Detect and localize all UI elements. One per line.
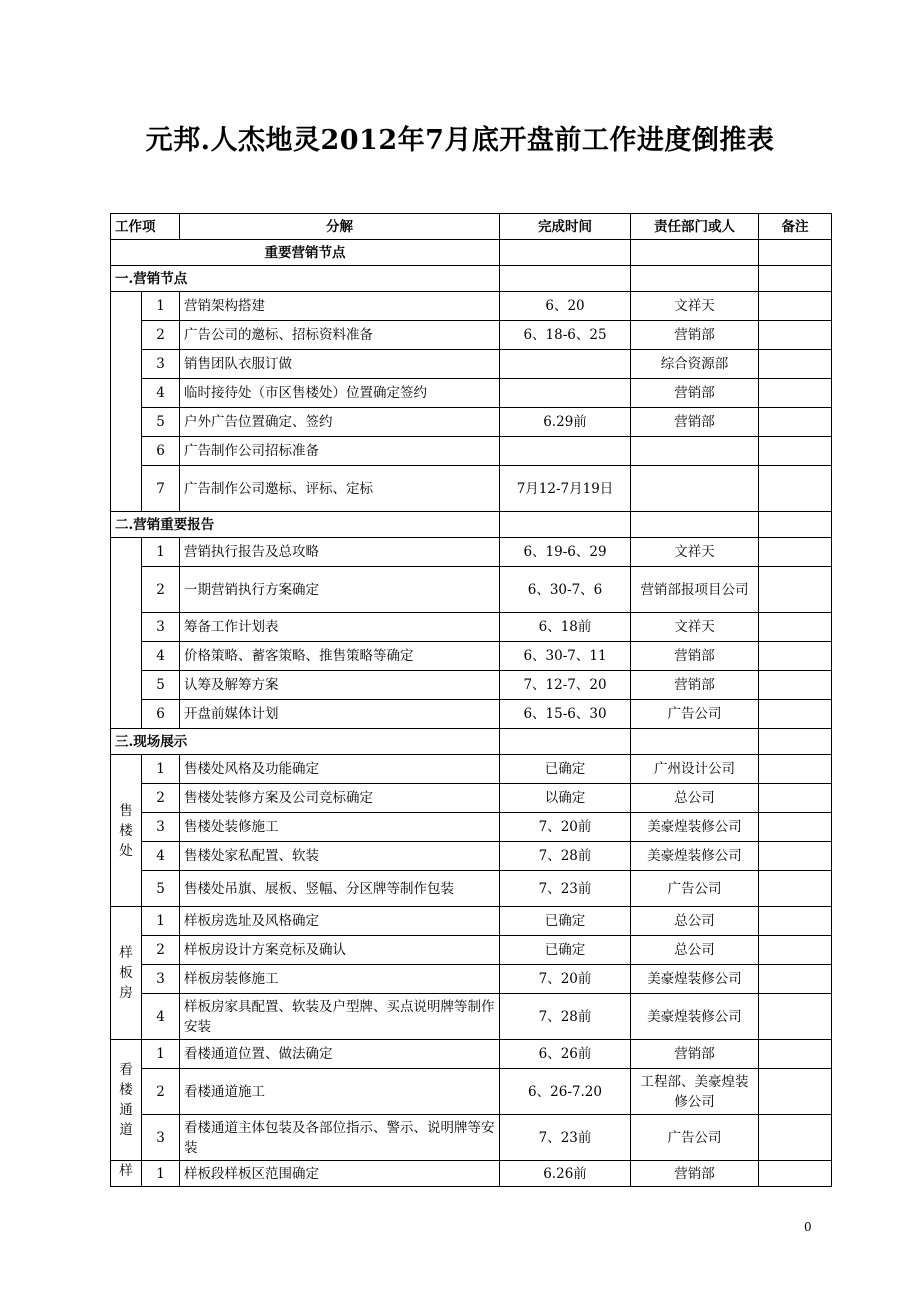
row-task: 样板房设计方案竞标及确认 <box>180 936 500 965</box>
row-finish-time: 7、28前 <box>500 842 631 871</box>
row-number: 5 <box>142 408 180 437</box>
row-owner <box>631 437 759 466</box>
row-finish-time: 6、30-7、6 <box>500 567 631 613</box>
row-note <box>759 871 832 907</box>
row-number: 7 <box>142 466 180 512</box>
table-row <box>111 1161 832 1187</box>
row-number: 1 <box>142 755 180 784</box>
row-task: 广告制作公司邀标、评标、定标 <box>180 466 500 512</box>
row-note <box>759 784 832 813</box>
empty-cell <box>500 512 631 538</box>
table-row <box>111 784 832 813</box>
row-note <box>759 642 832 671</box>
row-finish-time: 6、18-6、25 <box>500 321 631 350</box>
row-number: 1 <box>142 907 180 936</box>
row-note <box>759 538 832 567</box>
group-label <box>111 1040 142 1161</box>
row-note <box>759 379 832 408</box>
row-note <box>759 907 832 936</box>
row-owner: 文祥天 <box>631 613 759 642</box>
table-row <box>111 755 832 784</box>
row-finish-time: 7、28前 <box>500 994 631 1040</box>
row-note <box>759 755 832 784</box>
row-number: 1 <box>142 292 180 321</box>
row-note <box>759 1069 832 1115</box>
row-task: 一期营销执行方案确定 <box>180 567 500 613</box>
row-owner: 营销部 <box>631 642 759 671</box>
table-row <box>111 613 832 642</box>
row-owner: 广告公司 <box>631 1115 759 1161</box>
row-task: 开盘前媒体计划 <box>180 700 500 729</box>
row-finish-time: 6、19-6、29 <box>500 538 631 567</box>
table-row <box>111 642 832 671</box>
row-task: 样板房装修施工 <box>180 965 500 994</box>
row-number: 2 <box>142 936 180 965</box>
group-label-char: 售 <box>119 802 133 819</box>
row-note <box>759 813 832 842</box>
row-number: 5 <box>142 871 180 907</box>
row-finish-time: 7、20前 <box>500 965 631 994</box>
row-owner: 营销部 <box>631 408 759 437</box>
table-row <box>111 842 832 871</box>
row-owner: 美豪煌装修公司 <box>631 842 759 871</box>
header-finish-time: 完成时间 <box>500 214 631 240</box>
row-finish-time <box>500 379 631 408</box>
row-owner: 营销部 <box>631 1161 759 1187</box>
row-finish-time: 已确定 <box>500 936 631 965</box>
row-note <box>759 700 832 729</box>
row-number: 4 <box>142 642 180 671</box>
row-note <box>759 466 832 512</box>
row-task: 样板段样板区范围确定 <box>180 1161 500 1187</box>
row-owner: 总公司 <box>631 907 759 936</box>
row-owner: 广告公司 <box>631 871 759 907</box>
row-owner: 总公司 <box>631 784 759 813</box>
row-note <box>759 671 832 700</box>
row-owner: 广告公司 <box>631 700 759 729</box>
row-finish-time: 7、23前 <box>500 1115 631 1161</box>
table-row <box>111 994 832 1040</box>
header-work-item: 工作项 <box>111 214 180 240</box>
row-note <box>759 1040 832 1069</box>
row-task: 售楼处装修施工 <box>180 813 500 842</box>
key-nodes-row <box>111 240 832 266</box>
table-row <box>111 1069 832 1115</box>
table-row <box>111 907 832 936</box>
key-nodes-label: 重要营销节点 <box>111 240 500 266</box>
row-note <box>759 994 832 1040</box>
row-note <box>759 842 832 871</box>
row-number: 2 <box>142 1069 180 1115</box>
row-number: 4 <box>142 994 180 1040</box>
section-title: 三.现场展示 <box>111 729 500 755</box>
group-label-char: 样 <box>119 1163 133 1179</box>
row-finish-time: 已确定 <box>500 907 631 936</box>
page-number: 0 <box>804 1220 812 1234</box>
row-finish-time: 7、23前 <box>500 871 631 907</box>
group-label-char: 通 <box>119 1102 133 1118</box>
row-owner: 美豪煌装修公司 <box>631 965 759 994</box>
row-owner: 工程部、美豪煌装修公司 <box>631 1069 759 1115</box>
row-owner <box>631 466 759 512</box>
row-number: 3 <box>142 1115 180 1161</box>
empty-cell <box>759 266 832 292</box>
row-number: 4 <box>142 379 180 408</box>
table-row <box>111 567 832 613</box>
row-task: 认筹及解筹方案 <box>180 671 500 700</box>
group-label-char: 板 <box>119 965 133 981</box>
row-owner: 营销部 <box>631 321 759 350</box>
row-finish-time: 6、30-7、11 <box>500 642 631 671</box>
table-row <box>111 292 832 321</box>
row-finish-time: 7、20前 <box>500 813 631 842</box>
row-finish-time: 6、15-6、30 <box>500 700 631 729</box>
section-title-row <box>111 266 832 292</box>
row-number: 4 <box>142 842 180 871</box>
row-owner: 总公司 <box>631 936 759 965</box>
row-number: 2 <box>142 567 180 613</box>
indent-cell <box>111 292 142 512</box>
table-row <box>111 408 832 437</box>
group-label-char: 处 <box>119 842 133 859</box>
row-owner: 营销部报项目公司 <box>631 567 759 613</box>
row-owner: 综合资源部 <box>631 350 759 379</box>
row-note <box>759 292 832 321</box>
header-breakdown: 分解 <box>180 214 500 240</box>
row-owner: 营销部 <box>631 1040 759 1069</box>
row-number: 5 <box>142 671 180 700</box>
row-task: 户外广告位置确定、签约 <box>180 408 500 437</box>
empty-cell <box>759 729 832 755</box>
empty-cell <box>759 512 832 538</box>
table-row <box>111 871 832 907</box>
group-label-char: 样 <box>119 945 133 961</box>
row-note <box>759 1161 832 1187</box>
row-task: 临时接待处（市区售楼处）位置确定签约 <box>180 379 500 408</box>
table-row <box>111 538 832 567</box>
group-label <box>111 907 142 1040</box>
group-label <box>111 1161 142 1187</box>
group-label-char: 楼 <box>119 822 133 839</box>
row-finish-time: 已确定 <box>500 755 631 784</box>
row-owner: 营销部 <box>631 671 759 700</box>
row-note <box>759 965 832 994</box>
row-note <box>759 613 832 642</box>
schedule-table <box>110 213 832 1187</box>
header-owner: 责任部门或人 <box>631 214 759 240</box>
table-row <box>111 379 832 408</box>
row-number: 3 <box>142 965 180 994</box>
row-number: 1 <box>142 538 180 567</box>
row-note <box>759 567 832 613</box>
row-owner: 文祥天 <box>631 538 759 567</box>
row-number: 3 <box>142 350 180 379</box>
table-row <box>111 466 832 512</box>
row-task: 样板房选址及风格确定 <box>180 907 500 936</box>
group-label <box>111 755 142 907</box>
row-owner: 营销部 <box>631 379 759 408</box>
row-number: 2 <box>142 784 180 813</box>
row-finish-time: 以确定 <box>500 784 631 813</box>
row-task: 销售团队衣服订做 <box>180 350 500 379</box>
empty-cell <box>500 266 631 292</box>
row-task: 广告公司的邀标、招标资料准备 <box>180 321 500 350</box>
indent-cell <box>111 538 142 729</box>
row-finish-time <box>500 350 631 379</box>
section-title: 一.营销节点 <box>111 266 500 292</box>
row-task: 售楼处风格及功能确定 <box>180 755 500 784</box>
row-number: 6 <box>142 700 180 729</box>
row-note <box>759 936 832 965</box>
row-task: 看楼通道主体包装及各部位指示、警示、说明牌等安装 <box>180 1115 500 1161</box>
row-task: 看楼通道施工 <box>180 1069 500 1115</box>
row-finish-time: 6.29前 <box>500 408 631 437</box>
row-task: 售楼处装修方案及公司竞标确定 <box>180 784 500 813</box>
row-finish-time: 6、26-7.20 <box>500 1069 631 1115</box>
row-finish-time: 7月12-7月19日 <box>500 466 631 512</box>
row-finish-time: 7、12-7、20 <box>500 671 631 700</box>
row-note <box>759 437 832 466</box>
row-note <box>759 350 832 379</box>
row-number: 1 <box>142 1161 180 1187</box>
empty-cell <box>631 266 759 292</box>
table-row <box>111 671 832 700</box>
table-row <box>111 700 832 729</box>
row-owner: 广州设计公司 <box>631 755 759 784</box>
row-owner: 美豪煌装修公司 <box>631 994 759 1040</box>
empty-cell <box>631 729 759 755</box>
section-title-row <box>111 512 832 538</box>
row-task: 营销架构搭建 <box>180 292 500 321</box>
row-finish-time <box>500 437 631 466</box>
row-number: 1 <box>142 1040 180 1069</box>
row-finish-time: 6.26前 <box>500 1161 631 1187</box>
section-title: 二.营销重要报告 <box>111 512 500 538</box>
empty-cell <box>631 512 759 538</box>
empty-cell <box>500 729 631 755</box>
table-row <box>111 1115 832 1161</box>
row-task: 价格策略、蓄客策略、推售策略等确定 <box>180 642 500 671</box>
row-finish-time: 6、18前 <box>500 613 631 642</box>
header-note: 备注 <box>759 214 832 240</box>
table-row <box>111 936 832 965</box>
row-task: 售楼处家私配置、软装 <box>180 842 500 871</box>
table-row <box>111 437 832 466</box>
row-number: 3 <box>142 613 180 642</box>
section-title-row <box>111 729 832 755</box>
row-task: 看楼通道位置、做法确定 <box>180 1040 500 1069</box>
row-task: 样板房家具配置、软装及户型牌、买点说明牌等制作安装 <box>180 994 500 1040</box>
group-label-char: 看 <box>119 1062 133 1078</box>
row-note <box>759 408 832 437</box>
row-number: 2 <box>142 321 180 350</box>
row-finish-time: 6、20 <box>500 292 631 321</box>
row-task: 营销执行报告及总攻略 <box>180 538 500 567</box>
table-row <box>111 321 832 350</box>
group-label-char: 楼 <box>119 1082 133 1098</box>
group-label-char: 道 <box>119 1122 133 1138</box>
table-row <box>111 350 832 379</box>
table-row <box>111 965 832 994</box>
row-owner: 美豪煌装修公司 <box>631 813 759 842</box>
row-task: 筹备工作计划表 <box>180 613 500 642</box>
row-task: 售楼处吊旗、展板、竖幅、分区牌等制作包装 <box>180 871 500 907</box>
row-number: 3 <box>142 813 180 842</box>
document-title: 元邦.人杰地灵2012年7月底开盘前工作进度倒推表 <box>145 125 775 156</box>
schedule-body <box>111 214 832 1187</box>
row-note <box>759 321 832 350</box>
row-finish-time: 6、26前 <box>500 1040 631 1069</box>
row-owner: 文祥天 <box>631 292 759 321</box>
row-task: 广告制作公司招标准备 <box>180 437 500 466</box>
row-number: 6 <box>142 437 180 466</box>
group-label-char: 房 <box>119 985 133 1001</box>
header-row <box>111 214 832 240</box>
table-row <box>111 1040 832 1069</box>
row-note <box>759 1115 832 1161</box>
table-row <box>111 813 832 842</box>
